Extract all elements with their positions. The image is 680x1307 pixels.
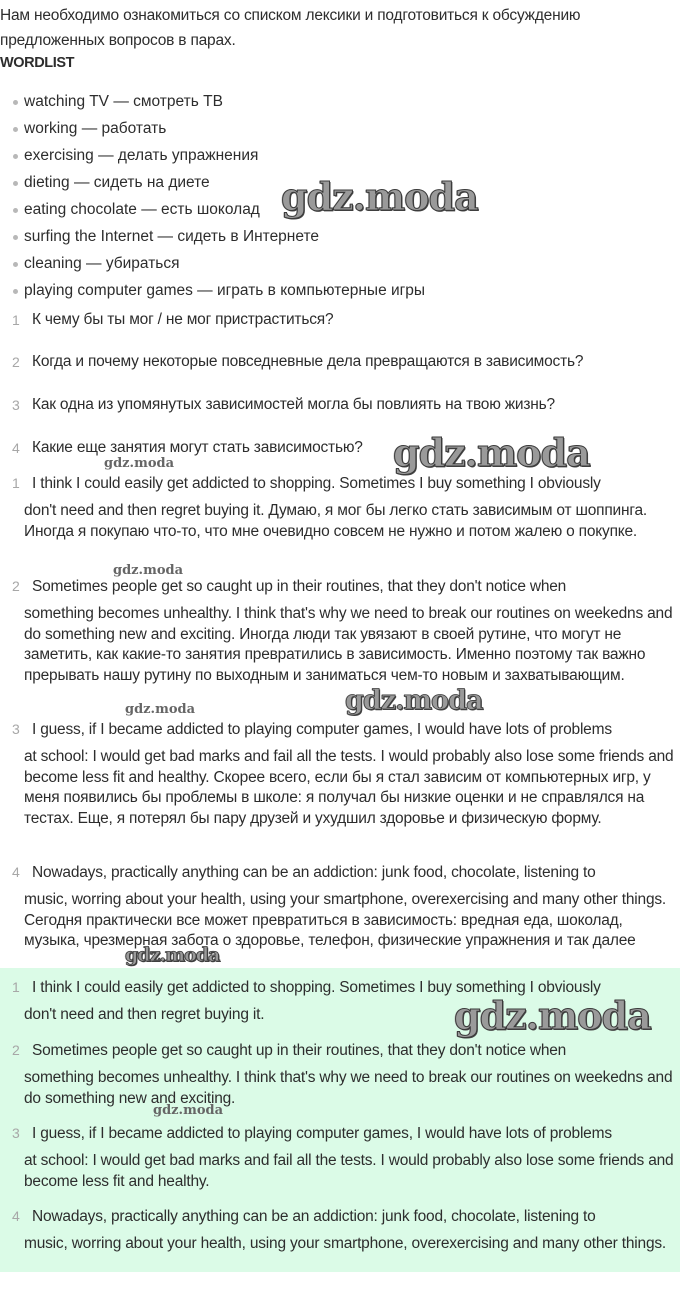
bullet-icon bbox=[13, 208, 18, 213]
wordlist-item: watching TV — смотреть ТВ bbox=[13, 92, 425, 119]
question-text: Как одна из упомянутых зависимостей могла бы повлиять на твою жизнь? bbox=[32, 396, 555, 413]
answer-body: don't need and then regret buying it. bbox=[24, 1006, 265, 1023]
watermark: gdz.moda bbox=[345, 685, 483, 716]
watermark: gdz.moda bbox=[104, 456, 175, 471]
intro-text bbox=[0, 3, 680, 53]
question-item bbox=[0, 438, 363, 458]
answer-number: 1 bbox=[12, 979, 20, 995]
answer-first-line: I guess, if I became addicted to playing computer games, I would have lots of problems bbox=[32, 1125, 612, 1142]
answer-english bbox=[0, 1040, 680, 1109]
bullet-icon bbox=[13, 181, 18, 186]
answer-body: something becomes unhealthy. I think that's why we need to break our routines on weekedns and do something new and exciting. bbox=[24, 1069, 673, 1107]
wordlist-item: exercising — делать упражнения bbox=[13, 146, 425, 173]
bullet-icon bbox=[13, 262, 18, 267]
watermark: gdz.moda bbox=[125, 944, 220, 966]
answer-number: 2 bbox=[12, 1042, 20, 1058]
answer-number: 2 bbox=[12, 578, 20, 594]
answer-body: at school: I would get bad marks and fail all the tests. I would probably also lose some friends and become less fit and healthy. bbox=[24, 1152, 674, 1190]
bullet-icon bbox=[13, 289, 18, 294]
wordlist-item: playing computer games — играть в компьютерные игры bbox=[13, 281, 425, 308]
answer-first-line: I guess, if I became addicted to playing computer games, I would have lots of problems bbox=[32, 721, 612, 738]
answer-translated bbox=[0, 862, 680, 952]
wordlist-item: working — работать bbox=[13, 119, 425, 146]
question-number: 3 bbox=[12, 397, 20, 413]
answer-translated bbox=[0, 576, 680, 686]
question-item bbox=[0, 310, 333, 330]
bullet-icon bbox=[13, 235, 18, 240]
question-number: 1 bbox=[12, 312, 20, 328]
answer-body: music, worring about your health, using your smartphone, overexercising and many other things. bbox=[24, 1235, 667, 1252]
answer-body: don't need and then regret buying it. Думаю, я мог бы легко стать зависимым от шоппинга. Иногда я покупаю что-то, что мне очевидно совсем не нужно и потом жалею о покупке. bbox=[24, 502, 648, 540]
watermark: gdz.moda bbox=[153, 1103, 224, 1118]
question-number: 4 bbox=[12, 440, 20, 456]
answer-first-line: I think I could easily get addicted to shopping. Sometimes I buy something I obviously bbox=[32, 979, 601, 996]
answer-english bbox=[0, 977, 680, 1026]
wordlist-heading: WORDLIST bbox=[0, 55, 75, 71]
answer-first-line: Sometimes people get so caught up in their routines, that they don't notice when bbox=[32, 1042, 567, 1059]
bullet-icon bbox=[13, 127, 18, 132]
question-text: К чему бы ты мог / не мог пристраститься? bbox=[32, 311, 334, 328]
answer-number: 4 bbox=[12, 864, 20, 880]
bullet-icon bbox=[13, 154, 18, 159]
watermark: gdz.moda bbox=[113, 563, 184, 578]
wordlist-item: dieting — сидеть на диете bbox=[13, 173, 425, 200]
answer-first-line: Nowadays, practically anything can be an addiction: junk food, chocolate, listening to bbox=[32, 864, 596, 881]
answer-english bbox=[0, 1206, 680, 1255]
answer-first-line: I think I could easily get addicted to shopping. Sometimes I buy something I obviously bbox=[32, 475, 601, 492]
answer-translated bbox=[0, 719, 680, 829]
answer-number: 3 bbox=[12, 721, 20, 737]
watermark: gdz.moda bbox=[454, 993, 651, 1038]
watermark: gdz.moda bbox=[281, 174, 478, 219]
watermark: gdz.moda bbox=[393, 430, 590, 475]
answer-body: something becomes unhealthy. I think that's why we need to break our routines on weekedns and do something new and exciting. Иногда люди так увязают в своей рутине, что могут не заметить, как какие-то занятия превратились в зависимость. Именно поэтому так важно прерывать нашу рутину по выходным и заниматься чем-то новым и захватывающим. bbox=[24, 605, 673, 684]
answer-translated bbox=[0, 473, 680, 542]
question-item bbox=[0, 352, 583, 372]
question-text: Когда и почему некоторые повседневные дела превращаются в зависимость? bbox=[32, 353, 584, 370]
answer-number: 1 bbox=[12, 475, 20, 491]
answer-body: at school: I would get bad marks and fail all the tests. I would probably also lose some friends and become less fit and healthy. Скорее всего, если бы я стал зависим от компьютерных игр, у меня появились бы проблемы в школе: я получал бы низкие оценки и не справлялся на тестах. Еще, я потерял бы пару друзей и ухудшил здоровье и физическую форму. bbox=[24, 748, 674, 827]
answer-first-line: Nowadays, practically anything can be an addiction: junk food, chocolate, listening to bbox=[32, 1208, 596, 1225]
intro-line-2: предложенных вопросов в парах. bbox=[0, 32, 236, 49]
answer-body: music, worring about your health, using your smartphone, overexercising and many other things. Сегодня практически все может превратиться в зависимость: вредная еда, шоколад, музыка, чрезмерная забота о здоровье, телефон, физические упражнения и так далее bbox=[24, 891, 667, 949]
watermark: gdz.moda bbox=[125, 702, 196, 717]
answer-number: 4 bbox=[12, 1208, 20, 1224]
intro-line-1: Нам необходимо ознакомиться со списком лексики и подготовиться к обсуждению bbox=[0, 7, 581, 24]
question-number: 2 bbox=[12, 354, 20, 370]
wordlist-item: eating chocolate — есть шоколад bbox=[13, 200, 425, 227]
wordlist bbox=[13, 92, 425, 308]
answer-first-line: Sometimes people get so caught up in their routines, that they don't notice when bbox=[32, 578, 567, 595]
wordlist-item: surfing the Internet — сидеть в Интернете bbox=[13, 227, 425, 254]
bullet-icon bbox=[13, 100, 18, 105]
wordlist-item: cleaning — убираться bbox=[13, 254, 425, 281]
answer-english bbox=[0, 1123, 680, 1192]
question-item bbox=[0, 395, 555, 415]
answer-number: 3 bbox=[12, 1125, 20, 1141]
question-text: Какие еще занятия могут стать зависимостью? bbox=[32, 439, 363, 456]
